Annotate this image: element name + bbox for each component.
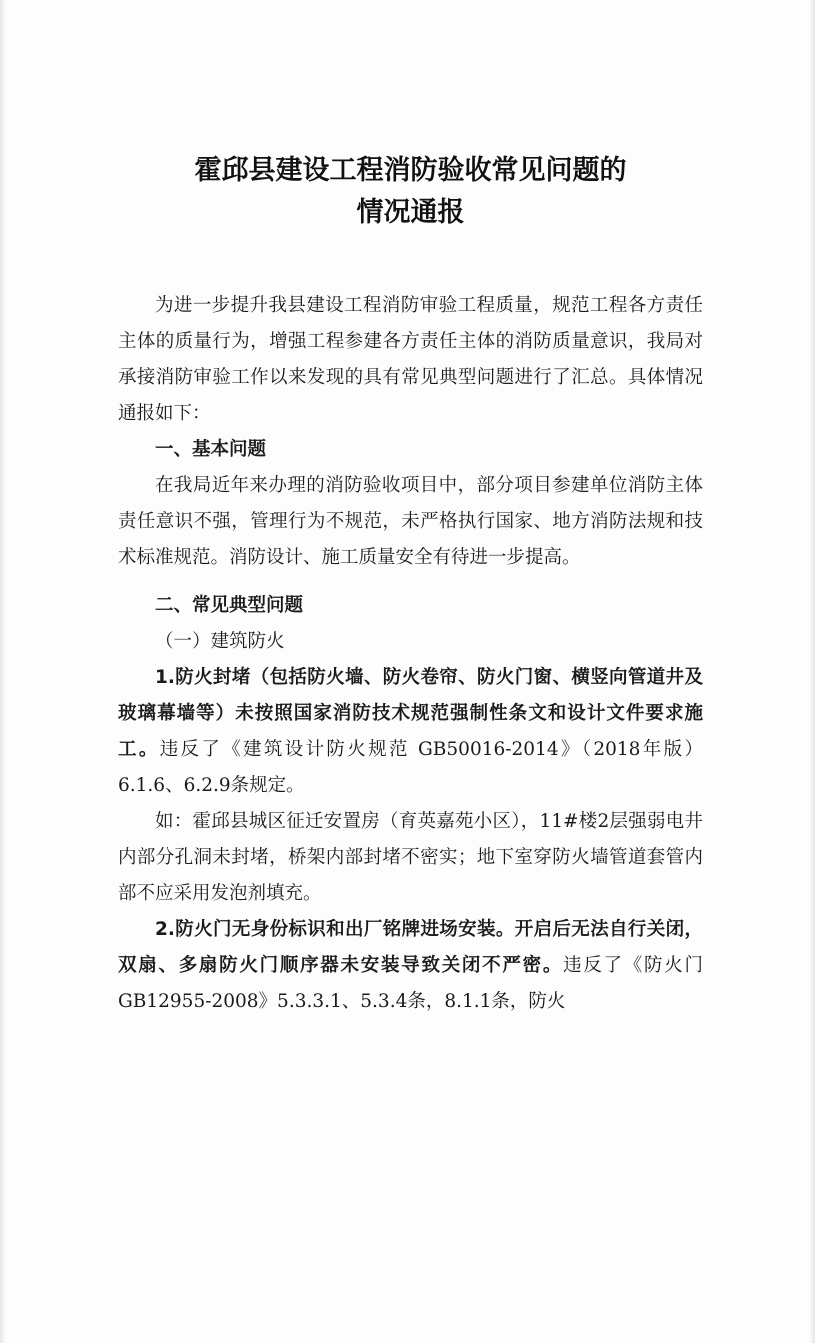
title-line-1: 霍邱县建设工程消防验收常见问题的 — [194, 155, 627, 186]
document-content — [118, 150, 703, 1020]
item-1-regulation-text: 违反了《建筑设计防火规范 GB50016-2014》（2018年版）6.1.6、6.2.9条规定。 — [118, 739, 703, 796]
item-1-bold-text: 1.防火封堵（包括防火墙、防火卷帘、防火门窗、横竖向管道井及玻璃幕墙等）未按照国家消防技术规范强制性条文和设计文件要求施工。 — [118, 667, 703, 760]
item-2-regulation-text: 违反了《防火门 GB12955-2008》5.3.3.1、5.3.4条，8.1.1条，防火 — [118, 955, 703, 1012]
title-line-2: 情况通报 — [356, 197, 465, 228]
section-1-paragraph: 在我局近年来办理的消防验收项目中，部分项目参建单位消防主体责任意识不强，管理行为不规范，未严格执行国家、地方消防法规和技术标准规范。消防设计、施工质量安全有待进一步提高。 — [118, 475, 703, 568]
section-2-heading: 二、常见典型问题 — [155, 595, 304, 616]
subsection-heading: （一）建筑防火 — [155, 631, 285, 652]
scan-edge-left — [0, 0, 6, 1343]
item-2-paragraph — [118, 912, 703, 1020]
intro-paragraph: 为进一步提升我县建设工程消防审验工程质量，规范工程各方责任主体的质量行为，增强工程参建各方责任主体的消防质量意识，我局对承接消防审验工作以来发现的具有常见典型问题进行了汇总。具体情况通报如下： — [118, 295, 703, 424]
scan-edge-right — [809, 0, 815, 1343]
section-1-heading: 一、基本问题 — [155, 439, 267, 460]
document-body — [118, 288, 703, 1020]
item-1-paragraph — [118, 660, 703, 804]
example-1-paragraph: 如：霍邱县城区征迁安置房（育英嘉苑小区），11#楼2层强弱电井内部分孔洞未封堵，桥架内部封堵不密实；地下室穿防火墙管道套管内部不应采用发泡剂填充。 — [118, 811, 703, 904]
document-title — [118, 150, 703, 234]
item-2-bold-text: 2.防火门无身份标识和出厂铭牌进场安装。开启后无法自行关闭，双扇、多扇防火门顺序器未安装导致关闭不严密。 — [118, 919, 703, 976]
